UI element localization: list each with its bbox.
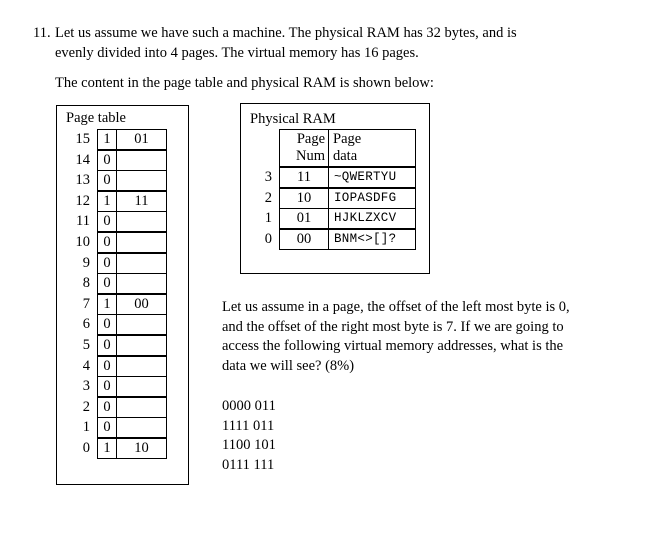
page-table-frame [116, 417, 167, 438]
ram-page-num: 00 [279, 229, 329, 250]
page-table-index: 2 [82, 399, 90, 415]
ram-page-num: 01 [279, 208, 329, 229]
ram-page-num: 11 [279, 167, 329, 188]
ram-index: 2 [264, 190, 272, 206]
page-table-index: 12 [75, 193, 90, 209]
page-table-frame: 11 [116, 191, 167, 212]
page-table-frame [116, 376, 167, 397]
page-table-valid-bit: 1 [97, 294, 117, 315]
page-table-frame [116, 273, 167, 294]
page-table-index: 3 [82, 378, 90, 394]
ram-index: 0 [264, 231, 272, 247]
page-table-index: 8 [82, 275, 90, 291]
intro-text: The content in the page table and physical RAM is shown below: [55, 75, 434, 91]
page-table-valid-bit: 0 [97, 253, 117, 274]
address-item: 0000 011 [222, 398, 276, 414]
address-item: 0111 111 [222, 457, 275, 474]
ram-header-page-data-line2: data [333, 148, 358, 164]
ram-page-data: ~QWERTYU [328, 167, 416, 188]
page-table-index: 1 [82, 419, 90, 435]
page-table-index: 10 [75, 234, 90, 250]
page-table-index: 9 [82, 255, 90, 271]
page-table-frame [116, 170, 167, 191]
page-table-frame [116, 397, 167, 418]
question-number: 11. [33, 25, 51, 41]
page-table-valid-bit: 0 [97, 335, 117, 356]
page-table-title: Page table [66, 110, 126, 126]
page-table-frame [116, 253, 167, 274]
page-table-frame: 10 [116, 438, 167, 459]
page-table-valid-bit: 0 [97, 170, 117, 191]
ram-header-page-data [328, 129, 416, 167]
paragraph-line-2: and the offset of the right most byte is 7. If we are going to [222, 318, 564, 335]
page-table-index: 14 [75, 152, 90, 168]
ram-index: 3 [264, 169, 272, 185]
address-list [222, 397, 276, 476]
page-table-index: 4 [82, 358, 90, 374]
page-table-valid-bit: 0 [97, 417, 117, 438]
page-table-frame [116, 314, 167, 335]
page-table-frame [116, 211, 167, 232]
page-table-valid-bit: 0 [97, 314, 117, 335]
page-table-valid-bit: 1 [97, 129, 117, 150]
page-table-frame [116, 356, 167, 377]
page-table-valid-bit: 0 [97, 397, 117, 418]
ram-header-page-num-line2: Num [296, 148, 325, 164]
page-table-valid-bit: 0 [97, 150, 117, 171]
page-table-index: 15 [75, 131, 90, 147]
ram-header-page-num [279, 129, 329, 167]
address-item: 1111 011 [222, 417, 275, 434]
page-table-valid-bit: 0 [97, 356, 117, 377]
ram-header-page-num-line1: Page [296, 131, 325, 147]
page-table-index: 11 [76, 213, 90, 229]
paragraph-line-3: access the following virtual memory addresses, what is the [222, 338, 564, 354]
page-table-valid-bit: 0 [97, 211, 117, 232]
page-table-frame: 01 [116, 129, 167, 150]
ram-page-num: 10 [279, 188, 329, 209]
page-table-valid-bit: 0 [97, 376, 117, 397]
paragraph-line-4: data we will see? (8%) [222, 357, 355, 374]
ram-page-data: HJKLZXCV [328, 208, 416, 229]
physical-ram-title: Physical RAM [250, 111, 336, 127]
page-table-valid-bit: 0 [97, 273, 117, 294]
ram-page-data: BNM<>[]? [328, 229, 416, 250]
paragraph-line-1: Let us assume in a page, the offset of the left most byte is 0, [222, 299, 570, 315]
page-table-index: 7 [82, 296, 90, 312]
question-paragraph [222, 298, 632, 376]
address-item: 1100 101 [222, 437, 276, 454]
page-table-index: 5 [82, 337, 90, 353]
question-text-line-1: Let us assume we have such a machine. The physical RAM has 32 bytes, and is [55, 25, 517, 41]
page-table-frame: 00 [116, 294, 167, 315]
ram-header-page-data-line1: Page [333, 131, 362, 147]
page-table-valid-bit: 1 [97, 438, 117, 459]
ram-index: 1 [264, 210, 272, 226]
question-text-line-2: evenly divided into 4 pages. The virtual memory has 16 pages. [55, 45, 419, 61]
ram-page-data: IOPASDFG [328, 188, 416, 209]
page-table-index: 13 [75, 172, 90, 188]
page-table-index: 0 [82, 440, 90, 456]
page-table-index: 6 [82, 316, 90, 332]
page-table-valid-bit: 1 [97, 191, 117, 212]
page-table-frame [116, 232, 167, 253]
page-table-frame [116, 150, 167, 171]
page-table-frame [116, 335, 167, 356]
page-table-valid-bit: 0 [97, 232, 117, 253]
